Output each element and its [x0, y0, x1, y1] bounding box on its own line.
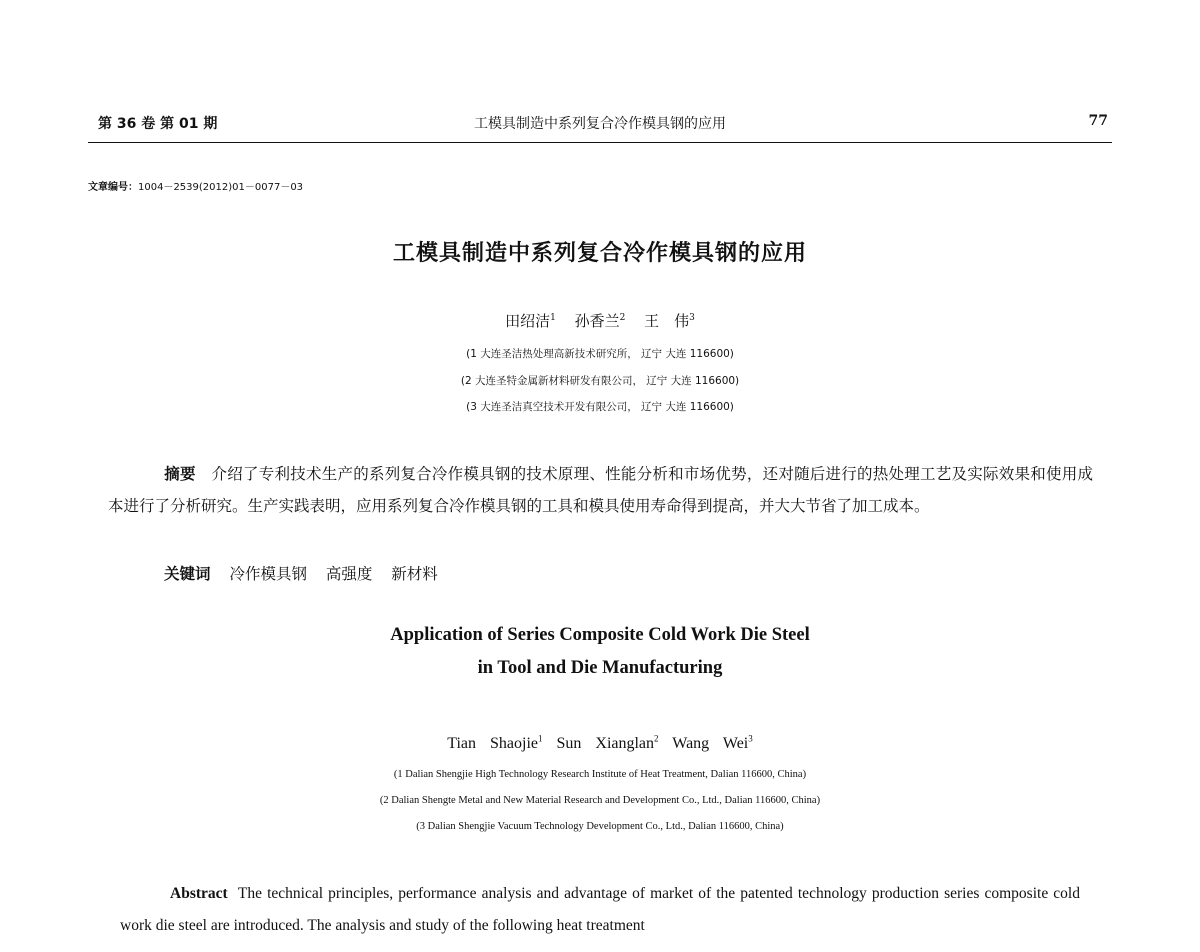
chinese-authors	[0, 310, 1200, 331]
chinese-affiliation-3: (3 大连圣洁真空技术开发有限公司， 辽宁 大连 116600)	[466, 401, 734, 413]
article-number-value: 1004－2539(2012)01－0077－03	[138, 182, 304, 193]
english-affiliation-3: (3 Dalian Shengjie Vacuum Technology Development Co., Ltd., Dalian 116600, China)	[416, 821, 784, 832]
chinese-keywords	[164, 562, 438, 584]
running-header-volume-issue: 第 36 卷 第 01 期	[98, 116, 218, 132]
chinese-title: 工模具制造中系列复合冷作模具钢的应用	[392, 241, 807, 266]
chinese-affiliation-2: (2 大连圣特金属新材料研发有限公司， 辽宁 大连 116600)	[460, 375, 740, 387]
chinese-keywords-text: 冷作模具钢 高强度 新材料	[229, 565, 438, 583]
article-number-label: 文章编号：	[88, 182, 138, 193]
english-abstract-label: Abstract	[170, 885, 228, 902]
chinese-author-2: 孙香兰$^2$	[574, 312, 626, 330]
chinese-abstract-label: 摘要	[164, 465, 196, 483]
english-author-3: Wang Wei$^3$	[672, 734, 753, 753]
english-abstract-text: The technical principles, performance analysis and advantage of market of the patented technology production series composite cold work die steel are introduced. The analysis and study of the following heat treatment	[120, 885, 1080, 934]
english-author-1: Tian Shaojie$^1$	[447, 734, 543, 753]
chinese-author-3: 王 伟$^3$	[644, 312, 695, 330]
chinese-keywords-label: 关键词	[164, 565, 211, 583]
english-title-line-1: Application of Series Composite Cold Work Die Steel	[390, 625, 810, 645]
article-number	[88, 178, 303, 193]
page-number: 77	[1088, 113, 1108, 129]
running-header-title: 工模具制造中系列复合冷作模具钢的应用	[474, 116, 726, 132]
english-authors	[0, 734, 1200, 753]
english-title-line-2: in Tool and Die Manufacturing	[477, 658, 723, 678]
english-affiliation-2: (2 Dalian Shengte Metal and New Material Research and Development Co., Ltd., Dalian 116600, China)	[379, 795, 821, 806]
chinese-author-1: 田绍洁$^1$	[505, 312, 556, 330]
english-abstract	[120, 878, 1080, 942]
chinese-affiliation-1: (1 大连圣洁热处理高新技术研究所， 辽宁 大连 116600)	[466, 348, 734, 360]
chinese-abstract	[108, 458, 1093, 522]
english-author-2: Sun Xianglan$^2$	[556, 734, 659, 753]
header-rule	[88, 142, 1112, 143]
english-affiliation-1: (1 Dalian Shengjie High Technology Research Institute of Heat Treatment, Dalian 116600, China)	[393, 769, 807, 780]
chinese-abstract-text: 介绍了专利技术生产的系列复合冷作模具钢的技术原理、性能分析和市场优势，还对随后进行的热处理工艺及实际效果和使用成本进行了分析研究。生产实践表明，应用系列复合冷作模具钢的工具和模具使用寿命得到提高，并大大节省了加工成本。	[108, 465, 1093, 515]
